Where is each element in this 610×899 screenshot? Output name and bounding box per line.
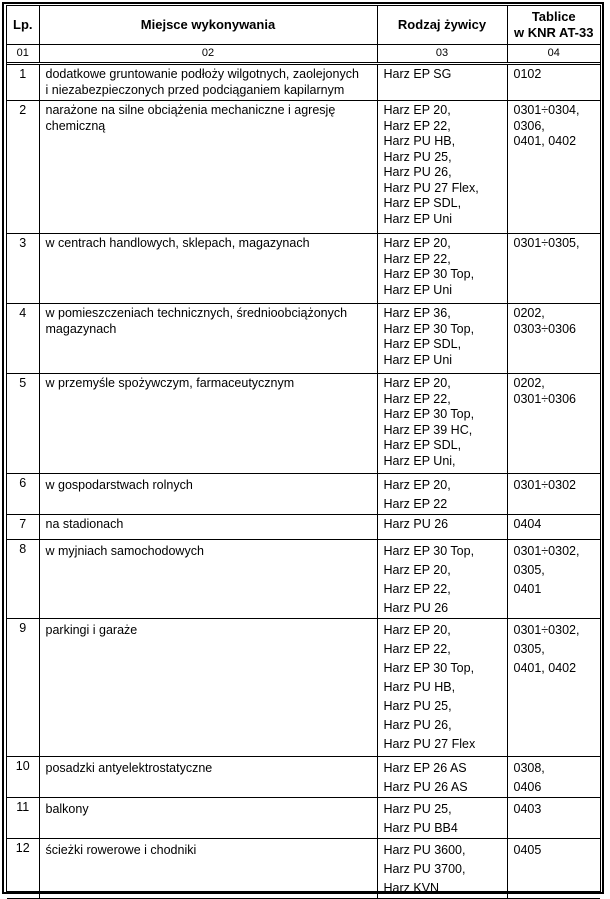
place-line: magazynach [45, 321, 117, 336]
knr-tables-cell [507, 474, 600, 515]
resin-line: Harz PU 26, [383, 718, 452, 732]
header-lp: Lp. [7, 6, 39, 45]
resin-application-table [7, 6, 600, 899]
row-number: 3 [7, 234, 39, 304]
place-line: w myjniach samochodowych [45, 544, 204, 558]
resin-line: Harz EP 30 Top, [383, 661, 475, 675]
knr-tables-line: 0404 [513, 517, 542, 531]
knr-tables-cell [507, 839, 600, 899]
table-row [7, 540, 600, 619]
resin-line: Harz EP SDL, [383, 196, 462, 210]
place-cell [39, 101, 377, 234]
table-row [7, 515, 600, 540]
table-row [7, 757, 600, 798]
resin-line: Harz PU 3600, [383, 843, 466, 857]
place-line: na stadionach [45, 517, 124, 531]
resin-line: Harz EP 36, [383, 306, 451, 320]
knr-tables-cell [507, 234, 600, 304]
column-number-row [7, 45, 600, 64]
place-line: w pomieszczeniach technicznych, średnioobciążonych [45, 306, 348, 320]
resin-cell [377, 757, 507, 798]
knr-tables-line: 0202, [513, 376, 545, 390]
row-number: 7 [7, 515, 39, 540]
knr-tables-line: 0401, 0402 [513, 661, 577, 675]
place-cell [39, 757, 377, 798]
header-place: Miejsce wykonywania [39, 6, 377, 45]
resin-line: Harz PU 26 [383, 517, 449, 531]
place-line: narażone na silne obciążenia mechaniczne i agresję [45, 103, 336, 117]
resin-line: Harz EP 22, [383, 582, 451, 596]
resin-line: Harz EP 30 Top, [383, 267, 475, 281]
row-number: 10 [7, 757, 39, 798]
knr-tables-line: 0301÷0306 [513, 391, 576, 406]
knr-tables-line: 0306, [513, 118, 545, 133]
resin-line: Harz PU HB, [383, 134, 456, 148]
resin-cell [377, 540, 507, 619]
table-row [7, 304, 600, 374]
resin-line: Harz PU 25, [383, 699, 452, 713]
knr-tables-line: 0406 [513, 780, 542, 794]
resin-line: Harz EP 22, [383, 251, 451, 266]
header-tables-line1: Tablice [531, 9, 576, 24]
resin-line: Harz EP Uni, [383, 453, 456, 468]
column-number: 01 [7, 45, 39, 64]
place-line: dodatkowe gruntowanie podłoży wilgotnych, zaolejonych [45, 67, 359, 81]
resin-line: Harz PU 26 [383, 601, 449, 615]
header-tables-line2: w KNR AT-33 [514, 25, 594, 40]
resin-line: Harz EP 20, [383, 103, 451, 117]
resin-line: Harz PU 27 Flex, [383, 180, 479, 195]
place-cell [39, 798, 377, 839]
resin-line: Harz PU 25, [383, 149, 452, 164]
resin-cell [377, 374, 507, 474]
knr-tables-cell [507, 374, 600, 474]
resin-line: Harz EP SDL, [383, 337, 462, 351]
knr-tables-line: 0301÷0302 [513, 478, 576, 492]
row-number: 11 [7, 798, 39, 839]
resin-line: Harz PU 25, [383, 802, 452, 816]
place-line: w gospodarstwach rolnych [45, 478, 193, 492]
knr-tables-line: 0301÷0302, [513, 623, 580, 637]
resin-line: Harz PU 26 AS [383, 780, 468, 794]
place-cell [39, 839, 377, 899]
knr-tables-line: 0202, [513, 306, 545, 320]
resin-line: Harz EP 20, [383, 563, 451, 577]
resin-line: Harz EP 20, [383, 478, 451, 492]
knr-tables-line: 0305, [513, 563, 545, 577]
resin-cell [377, 474, 507, 515]
resin-line: Harz EP 30 Top, [383, 407, 475, 421]
place-cell [39, 234, 377, 304]
table-row [7, 474, 600, 515]
place-cell [39, 374, 377, 474]
resin-line: Harz EP Uni [383, 282, 453, 297]
table-row [7, 619, 600, 757]
place-line: w przemyśle spożywczym, farmaceutycznym [45, 376, 295, 390]
resin-line: Harz PU 27 Flex [383, 737, 476, 751]
knr-tables-line: 0403 [513, 802, 542, 816]
knr-tables-line: 0405 [513, 843, 542, 857]
row-number: 4 [7, 304, 39, 374]
header-tables [507, 6, 600, 45]
row-number: 9 [7, 619, 39, 757]
knr-tables-line: 0301÷0305, [513, 236, 580, 250]
place-cell [39, 64, 377, 101]
knr-tables-cell [507, 540, 600, 619]
resin-line: Harz EP 26 AS [383, 761, 467, 775]
knr-tables-cell [507, 304, 600, 374]
row-number: 6 [7, 474, 39, 515]
place-line: w centrach handlowych, sklepach, magazynach [45, 236, 310, 250]
resin-line: Harz EP 20, [383, 376, 451, 390]
table-row [7, 101, 600, 234]
resin-cell [377, 101, 507, 234]
knr-tables-line: 0301÷0302, [513, 544, 580, 558]
knr-tables-cell [507, 64, 600, 101]
knr-tables-cell [507, 101, 600, 234]
knr-tables-line: 0305, [513, 642, 545, 656]
resin-line: Harz EP 20, [383, 236, 451, 250]
knr-tables-line: 0102 [513, 67, 542, 81]
row-number: 5 [7, 374, 39, 474]
resin-line: Harz EP Uni [383, 211, 453, 226]
knr-tables-line: 0303÷0306 [513, 321, 576, 336]
table-row [7, 839, 600, 899]
resin-line: Harz EP 22, [383, 118, 451, 133]
resin-line: Harz EP 22 [383, 497, 448, 511]
table-body [7, 64, 600, 899]
place-cell [39, 304, 377, 374]
resin-line: Harz PU HB, [383, 680, 456, 694]
row-number: 1 [7, 64, 39, 101]
resin-cell [377, 515, 507, 540]
place-line: parkingi i garaże [45, 623, 138, 637]
row-number: 2 [7, 101, 39, 234]
column-number: 03 [377, 45, 507, 64]
place-cell [39, 515, 377, 540]
resin-line: Harz EP 39 HC, [383, 422, 473, 437]
knr-tables-line: 0401 [513, 582, 542, 596]
place-line: balkony [45, 802, 89, 816]
row-number: 8 [7, 540, 39, 619]
place-line: i niezabezpieczonych przed podciąganiem kapilarnym [45, 82, 345, 97]
column-number: 04 [507, 45, 600, 64]
header-row [7, 6, 600, 45]
place-line: chemiczną [45, 118, 106, 133]
resin-line: Harz EP SG [383, 67, 452, 81]
resin-cell [377, 64, 507, 101]
place-cell [39, 474, 377, 515]
resin-line: Harz EP Uni [383, 352, 453, 367]
knr-tables-cell [507, 798, 600, 839]
place-cell [39, 619, 377, 757]
knr-tables-line: 0301÷0304, [513, 103, 580, 117]
table-row [7, 798, 600, 839]
column-number: 02 [39, 45, 377, 64]
knr-tables-cell [507, 619, 600, 757]
knr-tables-line: 0401, 0402 [513, 134, 577, 148]
place-line: ścieżki rowerowe i chodniki [45, 843, 197, 857]
resin-line: Harz EP 22, [383, 642, 451, 656]
resin-cell [377, 234, 507, 304]
resin-line: Harz EP 30 Top, [383, 544, 475, 558]
resin-line: Harz PU 3700, [383, 862, 466, 876]
resin-line: Harz PU 26, [383, 165, 452, 179]
knr-tables-cell [507, 515, 600, 540]
resin-cell [377, 304, 507, 374]
resin-line: Harz PU BB4 [383, 821, 458, 835]
row-number: 12 [7, 839, 39, 899]
knr-tables-cell [507, 757, 600, 798]
resin-cell [377, 839, 507, 899]
knr-tables-line: 0308, [513, 761, 545, 775]
place-cell [39, 540, 377, 619]
table-row [7, 64, 600, 101]
table-row [7, 374, 600, 474]
table-row [7, 234, 600, 304]
header-resin: Rodzaj żywicy [377, 6, 507, 45]
resin-line: Harz EP SDL, [383, 438, 462, 452]
resin-line: Harz KVN [383, 881, 440, 895]
resin-line: Harz EP 30 Top, [383, 321, 475, 336]
resin-line: Harz EP 22, [383, 391, 451, 406]
place-line: posadzki antyelektrostatyczne [45, 761, 213, 775]
resin-cell [377, 619, 507, 757]
resin-line: Harz EP 20, [383, 623, 451, 637]
resin-cell [377, 798, 507, 839]
